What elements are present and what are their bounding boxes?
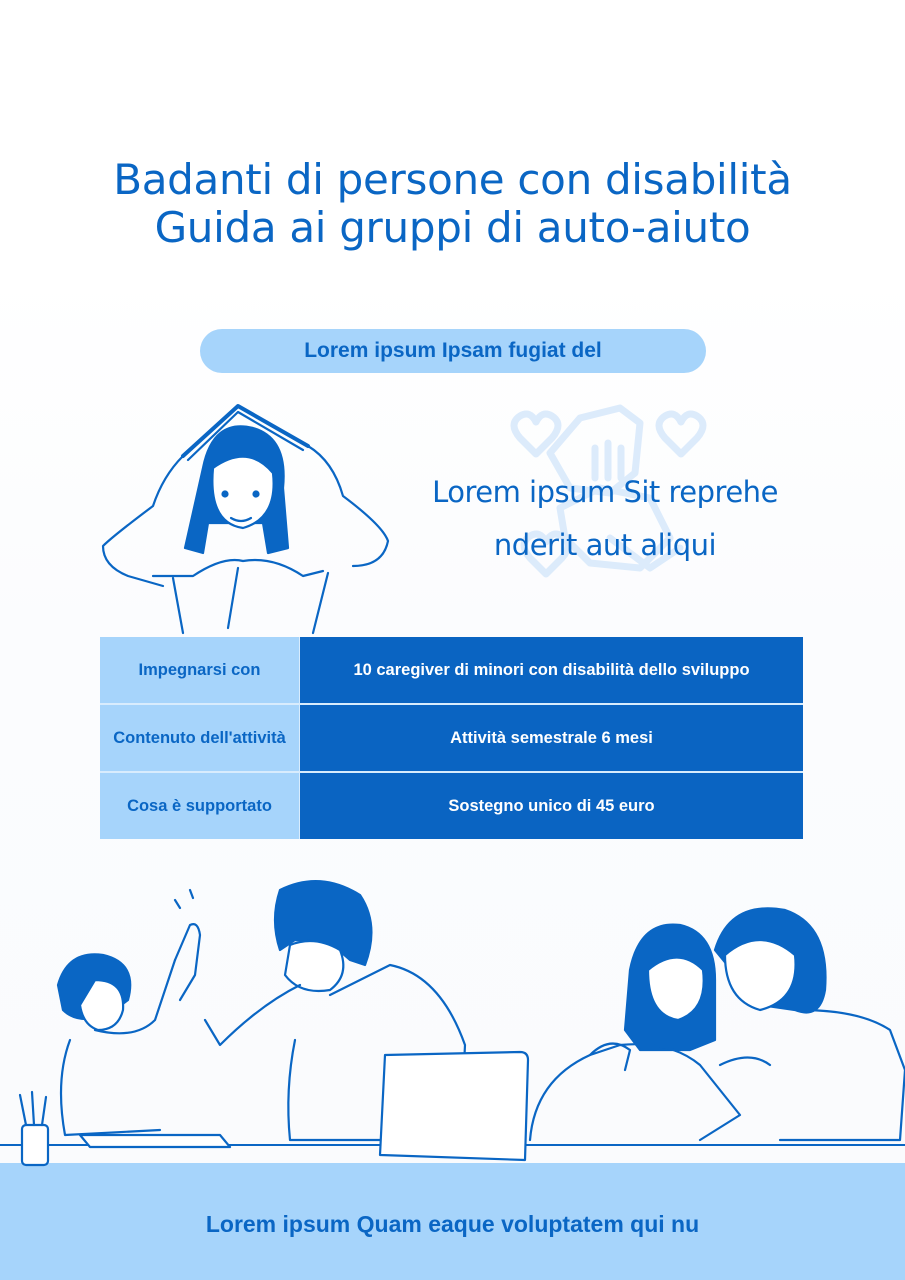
family-illustration <box>0 870 905 1170</box>
page-title <box>0 156 905 252</box>
table-row <box>100 772 803 839</box>
row-label: Contenuto dell'attività <box>100 704 300 772</box>
row-label: Impegnarsi con <box>100 637 300 704</box>
feature-text <box>405 466 805 572</box>
row-value: Attività semestrale 6 mesi <box>300 704 804 772</box>
table-row <box>100 637 803 704</box>
row-value: 10 caregiver di minori con disabilità dello sviluppo <box>300 637 804 704</box>
info-table <box>100 637 803 839</box>
subtitle-banner: Lorem ipsum Ipsam fugiat del <box>200 329 706 373</box>
row-label: Cosa è supportato <box>100 772 300 839</box>
girl-with-book-illustration <box>98 398 390 638</box>
row-value: Sostegno unico di 45 euro <box>300 772 804 839</box>
feature-text-line-2: nderit aut aliqui <box>493 528 717 562</box>
feature-text-line-1: Lorem ipsum Sit reprehe <box>432 475 778 509</box>
title-line-1: Badanti di persone con disabilità <box>113 155 792 204</box>
table-row <box>100 704 803 772</box>
title-line-2: Guida ai gruppi di auto-aiuto <box>154 203 751 252</box>
footer-text: Lorem ipsum Quam eaque voluptatem qui nu <box>205 1211 700 1237</box>
